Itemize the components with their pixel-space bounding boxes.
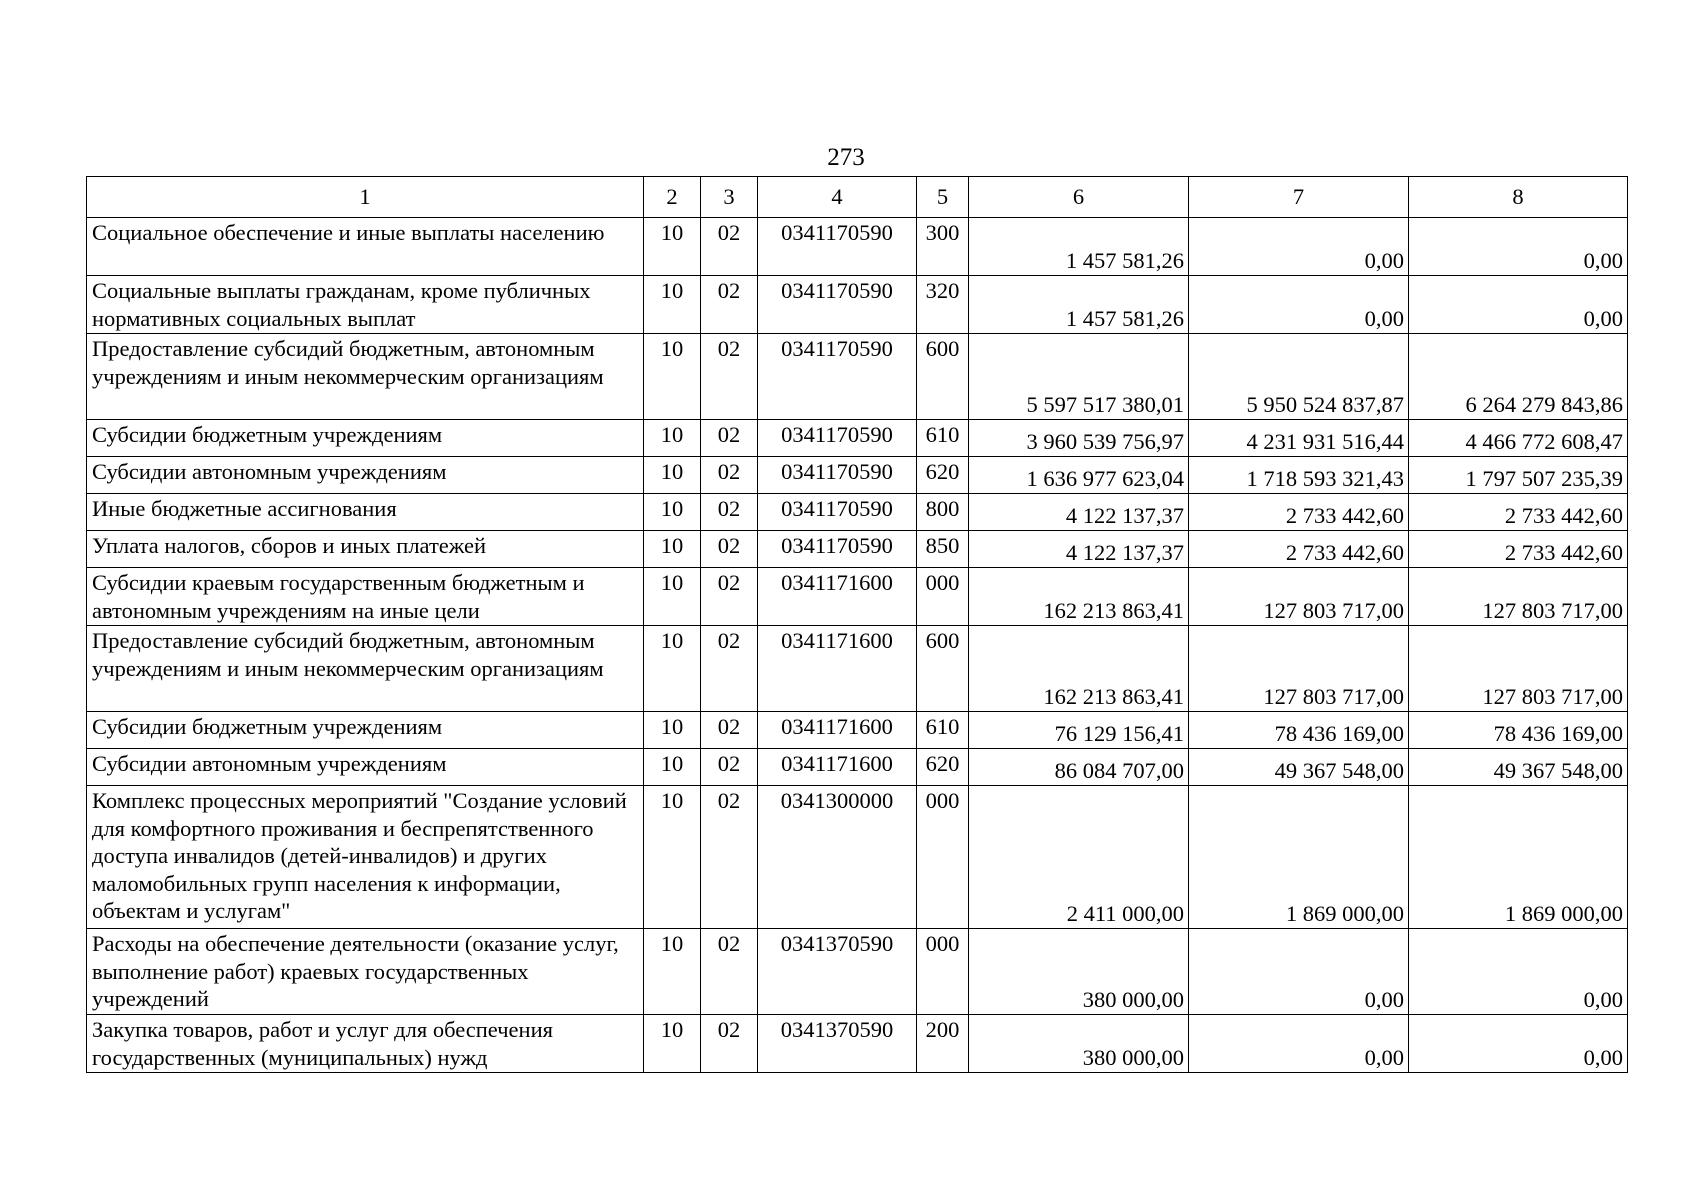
expense-name: Предоставление субсидий бюджетным, автономным учреждениям и иным некоммерческим организациям [87, 334, 644, 420]
header-cell-1: 1 [87, 177, 644, 218]
amount-col7: 2 733 442,60 [1189, 531, 1409, 568]
subsection-code: 02 [701, 531, 758, 568]
expense-name: Иные бюджетные ассигнования [87, 494, 644, 531]
section-code: 10 [644, 494, 701, 531]
page-number: 273 [827, 144, 865, 171]
section-code: 10 [644, 420, 701, 457]
amount-col8: 4 466 772 608,47 [1409, 420, 1628, 457]
header-cell-3: 3 [701, 177, 758, 218]
target-item-code: 0341170590 [758, 218, 917, 276]
amount-col7: 1 869 000,00 [1189, 786, 1409, 929]
table-row [87, 218, 1628, 276]
expense-type-code: 600 [917, 626, 969, 712]
amount-col6: 162 213 863,41 [969, 568, 1189, 626]
section-code: 10 [644, 218, 701, 276]
expense-name: Субсидии автономным учреждениям [87, 749, 644, 786]
target-item-code: 0341170590 [758, 334, 917, 420]
amount-col8: 127 803 717,00 [1409, 626, 1628, 712]
expense-name: Социальные выплаты гражданам, кроме публичных нормативных социальных выплат [87, 276, 644, 334]
amount-col8: 1 797 507 235,39 [1409, 457, 1628, 494]
amount-col7: 127 803 717,00 [1189, 568, 1409, 626]
expense-name: Субсидии бюджетным учреждениям [87, 420, 644, 457]
amount-col8: 127 803 717,00 [1409, 568, 1628, 626]
table-row [87, 457, 1628, 494]
target-item-code: 0341171600 [758, 749, 917, 786]
expense-name: Предоставление субсидий бюджетным, автономным учреждениям и иным некоммерческим организациям [87, 626, 644, 712]
section-code: 10 [644, 786, 701, 929]
subsection-code: 02 [701, 334, 758, 420]
expense-type-code: 200 [917, 1015, 969, 1073]
amount-col7: 0,00 [1189, 218, 1409, 276]
expense-name: Субсидии бюджетным учреждениям [87, 712, 644, 749]
target-item-code: 0341171600 [758, 626, 917, 712]
target-item-code: 0341170590 [758, 420, 917, 457]
amount-col6: 2 411 000,00 [969, 786, 1189, 929]
section-code: 10 [644, 531, 701, 568]
target-item-code: 0341170590 [758, 531, 917, 568]
header-cell-5: 5 [917, 177, 969, 218]
subsection-code: 02 [701, 749, 758, 786]
section-code: 10 [644, 1015, 701, 1073]
table-row [87, 712, 1628, 749]
section-code: 10 [644, 712, 701, 749]
section-code: 10 [644, 929, 701, 1015]
target-item-code: 0341370590 [758, 1015, 917, 1073]
table-row [87, 531, 1628, 568]
section-code: 10 [644, 334, 701, 420]
amount-col6: 4 122 137,37 [969, 494, 1189, 531]
expense-name: Социальное обеспечение и иные выплаты населению [87, 218, 644, 276]
amount-col7: 0,00 [1189, 1015, 1409, 1073]
subsection-code: 02 [701, 929, 758, 1015]
amount-col7: 4 231 931 516,44 [1189, 420, 1409, 457]
table-row [87, 749, 1628, 786]
amount-col6: 1 457 581,26 [969, 276, 1189, 334]
section-code: 10 [644, 749, 701, 786]
subsection-code: 02 [701, 568, 758, 626]
amount-col6: 380 000,00 [969, 929, 1189, 1015]
section-code: 10 [644, 568, 701, 626]
subsection-code: 02 [701, 276, 758, 334]
amount-col6: 4 122 137,37 [969, 531, 1189, 568]
target-item-code: 0341170590 [758, 457, 917, 494]
section-code: 10 [644, 276, 701, 334]
table-row [87, 626, 1628, 712]
subsection-code: 02 [701, 1015, 758, 1073]
target-item-code: 0341170590 [758, 494, 917, 531]
target-item-code: 0341171600 [758, 568, 917, 626]
expense-type-code: 610 [917, 712, 969, 749]
table-row [87, 334, 1628, 420]
expense-name: Закупка товаров, работ и услуг для обеспечения государственных (муниципальных) нужд [87, 1015, 644, 1073]
expense-type-code: 300 [917, 218, 969, 276]
amount-col7: 0,00 [1189, 929, 1409, 1015]
amount-col7: 78 436 169,00 [1189, 712, 1409, 749]
amount-col8: 6 264 279 843,86 [1409, 334, 1628, 420]
subsection-code: 02 [701, 786, 758, 929]
subsection-code: 02 [701, 218, 758, 276]
header-cell-6: 6 [969, 177, 1189, 218]
expense-name: Субсидии автономным учреждениям [87, 457, 644, 494]
amount-col6: 86 084 707,00 [969, 749, 1189, 786]
amount-col8: 0,00 [1409, 1015, 1628, 1073]
amount-col6: 76 129 156,41 [969, 712, 1189, 749]
amount-col6: 3 960 539 756,97 [969, 420, 1189, 457]
amount-col7: 0,00 [1189, 276, 1409, 334]
expense-name: Субсидии краевым государственным бюджетным и автономным учреждениям на иные цели [87, 568, 644, 626]
subsection-code: 02 [701, 420, 758, 457]
subsection-code: 02 [701, 712, 758, 749]
expense-type-code: 600 [917, 334, 969, 420]
amount-col8: 0,00 [1409, 929, 1628, 1015]
target-item-code: 0341171600 [758, 712, 917, 749]
amount-col7: 5 950 524 837,87 [1189, 334, 1409, 420]
header-cell-8: 8 [1409, 177, 1628, 218]
target-item-code: 0341170590 [758, 276, 917, 334]
expense-type-code: 850 [917, 531, 969, 568]
amount-col7: 49 367 548,00 [1189, 749, 1409, 786]
expense-type-code: 000 [917, 568, 969, 626]
amount-col8: 78 436 169,00 [1409, 712, 1628, 749]
amount-col8: 1 869 000,00 [1409, 786, 1628, 929]
subsection-code: 02 [701, 457, 758, 494]
amount-col8: 0,00 [1409, 218, 1628, 276]
amount-col7: 1 718 593 321,43 [1189, 457, 1409, 494]
header-cell-2: 2 [644, 177, 701, 218]
table-row [87, 494, 1628, 531]
expense-name: Уплата налогов, сборов и иных платежей [87, 531, 644, 568]
amount-col8: 2 733 442,60 [1409, 531, 1628, 568]
expense-type-code: 620 [917, 457, 969, 494]
expense-type-code: 620 [917, 749, 969, 786]
table-row [87, 929, 1628, 1015]
table-body [87, 218, 1628, 1073]
header-row [87, 177, 1628, 218]
table-row [87, 276, 1628, 334]
section-code: 10 [644, 626, 701, 712]
amount-col6: 1 457 581,26 [969, 218, 1189, 276]
amount-col6: 5 597 517 380,01 [969, 334, 1189, 420]
target-item-code: 0341300000 [758, 786, 917, 929]
expense-type-code: 000 [917, 786, 969, 929]
expense-type-code: 800 [917, 494, 969, 531]
section-code: 10 [644, 457, 701, 494]
subsection-code: 02 [701, 494, 758, 531]
expense-type-code: 610 [917, 420, 969, 457]
target-item-code: 0341370590 [758, 929, 917, 1015]
subsection-code: 02 [701, 626, 758, 712]
budget-table [86, 176, 1628, 1073]
amount-col6: 162 213 863,41 [969, 626, 1189, 712]
amount-col7: 2 733 442,60 [1189, 494, 1409, 531]
expense-name: Комплекс процессных мероприятий "Создание условий для комфортного проживания и беспрепятственного доступа инвалидов (детей-инвалидов) и других маломобильных групп населения к информации, объектам и услугам" [87, 786, 644, 929]
expense-type-code: 320 [917, 276, 969, 334]
amount-col6: 1 636 977 623,04 [969, 457, 1189, 494]
table-row [87, 1015, 1628, 1073]
amount-col7: 127 803 717,00 [1189, 626, 1409, 712]
amount-col8: 2 733 442,60 [1409, 494, 1628, 531]
table-row [87, 568, 1628, 626]
expense-name: Расходы на обеспечение деятельности (оказание услуг, выполнение работ) краевых государственных учреждений [87, 929, 644, 1015]
table-row [87, 420, 1628, 457]
amount-col6: 380 000,00 [969, 1015, 1189, 1073]
expense-type-code: 000 [917, 929, 969, 1015]
header-cell-4: 4 [758, 177, 917, 218]
table-row [87, 786, 1628, 929]
header-cell-7: 7 [1189, 177, 1409, 218]
amount-col8: 49 367 548,00 [1409, 749, 1628, 786]
amount-col8: 0,00 [1409, 276, 1628, 334]
